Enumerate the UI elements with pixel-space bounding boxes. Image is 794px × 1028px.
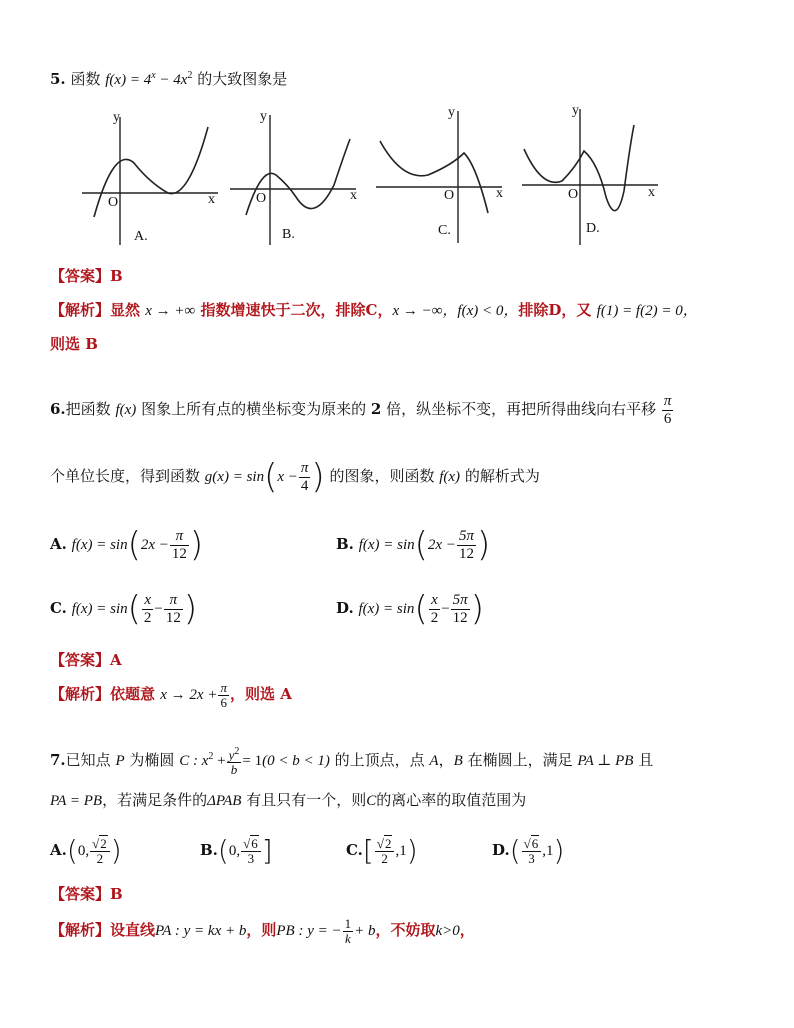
q7-C-expr: C : x [179, 753, 209, 769]
q5-analysis-math-3: f(1) = f(2) = 0， [596, 303, 698, 319]
q5-prompt [50, 66, 287, 90]
graph-a-label: A. [134, 229, 148, 244]
q7-eq2: PA = PB [50, 793, 103, 809]
q7-tri: ΔPAB [207, 793, 242, 809]
q7-A: A [429, 753, 439, 769]
q7-analysis-math-4: k>0 [435, 923, 460, 939]
q6-option-b[interactable] [336, 522, 490, 566]
q6-answer-tag: 【答案】 [50, 651, 111, 669]
q7-prompt-3: 的上顶点，点 [334, 751, 425, 769]
q6-prompt-1: 把函数 [65, 400, 111, 418]
q7-prompt-5: 且 [638, 751, 654, 769]
q5-exp-2: 2 [187, 70, 193, 81]
q7-option-a[interactable] [50, 828, 122, 872]
q7-b-left: ( [217, 834, 229, 867]
q5-analysis-c: C， [365, 301, 393, 319]
q5-analysis-4: 又 [576, 301, 592, 319]
q6-option-b-lhs: f(x) = sin [358, 537, 415, 553]
q6-option-d-num: 5π [452, 591, 468, 608]
q6-prompt-6: 的解析式为 [464, 467, 540, 485]
q6-option-b-frac [457, 528, 476, 563]
q6-g-num: π [300, 459, 309, 476]
q6-analysis-den: 6 [220, 694, 227, 710]
q7-prompt-6: ，若满足条件的 [102, 791, 208, 809]
q6-analysis-1: 依题意 [110, 685, 156, 703]
q7-y2: $y^2$ [228, 745, 240, 763]
q7-option-c[interactable] [346, 828, 418, 872]
q5-analysis-d: D， [548, 301, 577, 319]
q7-B: B [453, 753, 463, 769]
q7-analysis-tag: 【解析】 [50, 921, 111, 939]
q6-analysis-2: ，则选 [229, 685, 275, 703]
q7-c-frac [375, 837, 395, 866]
q6-option-c-label: C. [50, 599, 67, 617]
q5-analysis-b: B [85, 335, 98, 353]
q6-option-c-xnum: x [142, 592, 154, 610]
q6-fx-2: f(x) [439, 469, 461, 485]
q6-fx: f(x) [115, 402, 137, 418]
q7-plus: + [213, 753, 226, 769]
q6-answer [50, 650, 122, 670]
q6-analysis-num: π [220, 679, 227, 695]
q6-analysis-a: A [280, 685, 292, 703]
q6-option-d-frac [451, 592, 470, 627]
q5-answer [50, 266, 123, 286]
q6-option-a-inner: 2x − [140, 537, 169, 553]
q7-analysis-den: k [344, 930, 351, 946]
graph-b-x-label: x [350, 188, 357, 203]
q6-analysis-math: x → 2x + [160, 687, 218, 703]
q7-analysis-math-2: PB : y = − [276, 923, 342, 939]
q6-shift-num: π [663, 392, 672, 409]
q6-option-d-label: D. [336, 599, 354, 617]
q5-graph-a [78, 105, 228, 250]
q7-option-b-label: B. [200, 841, 218, 859]
q6-option-c-frac [164, 592, 183, 627]
q7-a-left: ( [66, 834, 78, 867]
q6-option-a-lhs: f(x) = sin [71, 537, 128, 553]
q7-analysis [50, 910, 475, 950]
q7-b-right: ] [261, 834, 273, 867]
q6-b-lparen: ( [414, 525, 428, 565]
q7-analysis-1: 设直线 [110, 921, 156, 939]
q5-prompt-post: 的大致图象是 [197, 70, 288, 88]
q7-option-a-label: A. [50, 841, 67, 859]
graph-d-x-label: x [648, 185, 655, 200]
q5-analysis-2: 指数增速快于二次，排除 [200, 301, 366, 319]
q6-option-c[interactable]: C. f(x) = sin( $\frac{x}{2}$ − $\frac{\pi}{12}$ ) [50, 589, 198, 629]
q7-cond: (0 < b < 1) [262, 753, 330, 769]
q6-option-c-lhs: f(x) = sin [71, 601, 128, 617]
q6-option-a-den: 12 [171, 545, 187, 562]
q7-d-right: ) [553, 834, 565, 867]
graph-c-label: C. [438, 223, 451, 238]
q7-b-frac [241, 837, 261, 866]
q7-c-num: √2 [375, 837, 395, 852]
q7-prompt-8: 的离心率的取值范围为 [376, 791, 527, 809]
q7-a-den: 2 [96, 850, 104, 866]
q7-b-zero: 0, [228, 843, 241, 859]
q6-analysis-frac [218, 681, 229, 710]
q6-option-b-inner: 2x − [427, 537, 456, 553]
graph-b-origin: O [256, 191, 267, 206]
q7-option-d-label: D. [492, 841, 510, 859]
q6-g-lparen: ( [264, 457, 278, 497]
q7-prompt-1: 已知点 [65, 751, 111, 769]
graph-a-svg [78, 105, 228, 250]
q6-analysis-tag: 【解析】 [50, 685, 111, 703]
q6-option-a-label: A. [50, 535, 67, 553]
q5-func-mid: − 4x [155, 72, 188, 88]
q7-analysis-2: ，则 [246, 921, 277, 939]
q7-prompt-7: 有且只有一个，则 [246, 791, 367, 809]
q7-analysis-math-3: + b [354, 923, 376, 939]
q6-option-d-den: 12 [452, 609, 468, 626]
q6-a-rparen: ) [189, 525, 204, 565]
q6-prompt-5: 的图象，则函数 [329, 467, 435, 485]
q7-eq: = 1 [242, 753, 263, 769]
q7-comma: ， [438, 751, 454, 769]
q7-a-right: ) [110, 834, 122, 867]
q6-two: 2 [370, 400, 382, 418]
q7-option-c-label: C. [346, 841, 363, 859]
q7-d-frac [522, 837, 542, 866]
q6-answer-value: A [110, 651, 122, 669]
q6-option-b-den: 12 [458, 545, 474, 562]
q7-d-num: √6 [522, 837, 542, 852]
q6-option-c-xfrac [142, 592, 154, 627]
q7-prompt-line2 [50, 790, 526, 811]
q6-prompt-line1 [50, 388, 674, 430]
q5-func: f(x) = 4 [105, 72, 152, 88]
q6-option-d-xden: 2 [430, 609, 439, 626]
q6-option-a-num: π [170, 528, 189, 546]
q5-analysis-5: 则选 [50, 335, 81, 353]
graph-d-origin: O [568, 187, 579, 202]
q7-prompt-2: 为椭圆 [129, 751, 175, 769]
q5-analysis-math-2: x → −∞，f(x) < 0， [392, 303, 519, 319]
q6-prompt-2: 图象上所有点的横坐标变为原来的 [141, 400, 367, 418]
q7-option-d[interactable] [492, 828, 564, 872]
q7-a-zero: 0, [77, 843, 90, 859]
q5-analysis-1: 显然 [110, 301, 141, 319]
q5-graph-d [518, 105, 668, 250]
graph-c-x-label: x [496, 186, 503, 201]
q6-option-d-xfrac [429, 592, 441, 627]
q7-answer [50, 884, 123, 904]
graph-a-y-label: y [113, 110, 120, 125]
q5-answer-value: B [110, 267, 123, 285]
graph-c-origin: O [444, 188, 455, 203]
q7-analysis-3: ，不妨取 [375, 921, 436, 939]
q5-number: 5. [50, 70, 66, 88]
q5-exp-x: x [151, 70, 156, 81]
q6-g-inner: x − [277, 469, 298, 485]
graph-d-label: D. [586, 221, 600, 236]
q5-graph-b [226, 105, 376, 250]
q7-analysis-math-1: PA : y = kx + b [155, 923, 247, 939]
q6-option-b-num: 5π [458, 527, 474, 544]
q7-c-right: ) [406, 834, 418, 867]
q7-prompt-line1 [50, 738, 653, 776]
q7-analysis-4: ， [459, 921, 475, 939]
graph-b-svg [226, 105, 376, 250]
q6-option-d-lhs: f(x) = sin [358, 601, 415, 617]
q6-shift-den: 6 [663, 410, 672, 427]
q6-option-b-label: B. [336, 535, 354, 553]
q6-d-lparen: ( [414, 589, 428, 629]
q6-g-rparen: ) [311, 457, 325, 497]
q7-d-one: ,1 [542, 843, 554, 859]
q6-number: 6. [50, 400, 66, 418]
q7-sq: 2 [208, 751, 214, 762]
q7-option-b[interactable] [200, 828, 273, 872]
graph-b-label: B. [282, 227, 295, 242]
q7-number: 7. [50, 751, 66, 769]
q7-b-den: 3 [247, 850, 255, 866]
q6-gx: g(x) = sin [204, 469, 265, 485]
q7-c-one: ,1 [395, 843, 407, 859]
q6-c-rparen: ) [183, 589, 198, 629]
q6-option-c-den: 12 [165, 609, 181, 626]
q5-analysis-tag: 【解析】 [50, 301, 111, 319]
q7-d-den: 3 [528, 850, 535, 866]
q7-analysis-num: 1 [344, 915, 352, 931]
q6-analysis [50, 676, 292, 712]
q5-analysis-3: 排除 [518, 301, 549, 319]
q6-option-d-xnum: x [429, 592, 441, 610]
graph-a-origin: O [108, 195, 119, 210]
q6-option-a-frac [170, 528, 189, 563]
q5-analysis-cont [50, 334, 98, 354]
graph-d-y-label: y [572, 103, 579, 118]
q5-graph-c [372, 105, 522, 250]
q7-a-num: √2 [90, 837, 110, 852]
q6-prompt-line2 [50, 454, 540, 498]
q6-a-lparen: ( [127, 525, 141, 565]
q6-shift-frac [662, 393, 674, 428]
q7-ellipse-frac [227, 745, 242, 777]
q5-analysis-math-1: x → +∞ [145, 303, 196, 319]
q7-answer-value: B [110, 885, 123, 903]
q6-g-frac [299, 460, 311, 495]
q6-c-lparen: ( [127, 589, 141, 629]
q7-a-frac [90, 837, 110, 866]
q7-analysis-frac [343, 917, 354, 946]
q7-c-den: 2 [381, 850, 388, 866]
q6-option-c-xden: 2 [143, 609, 152, 626]
q6-prompt-3: 倍，纵坐标不变，再把所得曲线向右平移 [386, 400, 657, 418]
q7-d-left: ( [509, 834, 521, 867]
q7-y-sq: 2 [234, 745, 240, 757]
q7-perp: PA ⊥ PB [577, 753, 634, 769]
q7-b-num: √6 [241, 837, 261, 852]
graph-c-y-label: y [448, 105, 455, 120]
q5-prompt-pre: 函数 [70, 70, 101, 88]
q7-c-left: [ [362, 834, 374, 867]
q6-g-den: 4 [300, 477, 309, 494]
q6-b-rparen: ) [476, 525, 491, 565]
q7-P: P [115, 753, 125, 769]
q6-d-rparen: ) [470, 589, 484, 629]
graph-b-y-label: y [260, 109, 267, 124]
graph-a-x-label: x [208, 192, 215, 207]
q7-answer-tag: 【答案】 [50, 885, 111, 903]
q7-C: C [366, 793, 377, 809]
q6-option-a[interactable] [50, 522, 203, 566]
q7-prompt-4: 在椭圆上，满足 [467, 751, 573, 769]
q5-analysis [50, 300, 698, 321]
q6-option-d[interactable]: D. f(x) = sin( $\frac{x}{2}$ − $\frac{5\pi}{12}$ ) [336, 589, 484, 629]
q6-option-c-num: π [164, 592, 183, 610]
q5-answer-tag: 【答案】 [50, 267, 111, 285]
q7-b: b [230, 762, 238, 778]
q6-prompt-4: 个单位长度，得到函数 [50, 467, 201, 485]
